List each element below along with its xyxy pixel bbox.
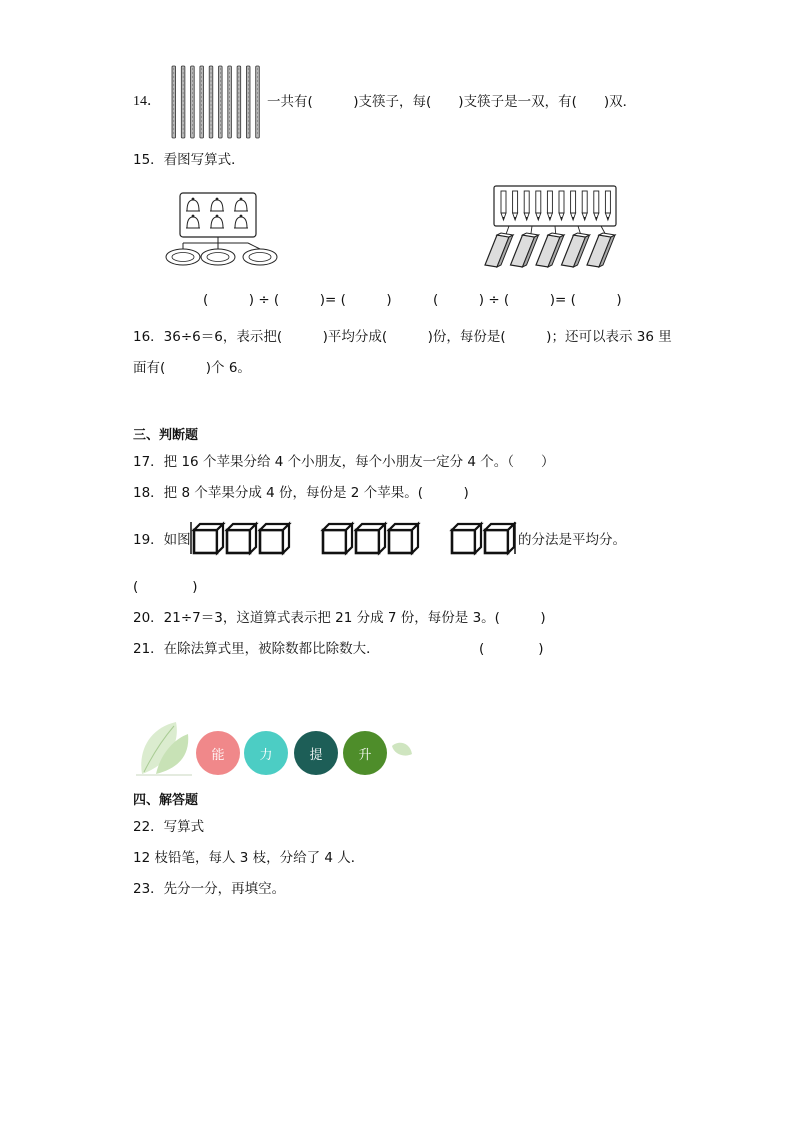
- pencil-icon: [605, 191, 610, 220]
- q19-answer: ( ): [133, 579, 198, 595]
- q15-title: 15．看图写算式．: [133, 152, 245, 168]
- pencil-icon: [524, 191, 529, 220]
- q20-text: 20．21÷7＝3，这道算式表示把 21 分成 7 份，每份是 3。( ): [133, 610, 546, 626]
- cube-icon: [227, 524, 256, 553]
- chopstick: [200, 66, 204, 138]
- plate-icon: [201, 249, 235, 265]
- eraser-icon: [536, 226, 564, 267]
- plate-icon: [166, 249, 200, 265]
- banner-char-1: 能: [196, 731, 240, 775]
- eraser-icon: [511, 226, 539, 267]
- pencil-icon: [571, 191, 576, 220]
- chopstick: [256, 66, 260, 138]
- chopstick: [228, 66, 232, 138]
- pencil-icon: [536, 191, 541, 220]
- q22-title: 22．写算式: [133, 819, 205, 835]
- q15-blank-left: ( ) ÷ ( )= ( ): [203, 292, 392, 308]
- pencils-erasers-image: [479, 185, 619, 271]
- q23-title: 23．先分一分，再填空。: [133, 881, 286, 897]
- small-leaf-icon: [390, 740, 414, 760]
- bell-icon: [210, 215, 224, 228]
- q21-text: 21．在除法算式里，被除数都比除数大．: [133, 641, 380, 657]
- cube-icon: [452, 524, 481, 553]
- bell-icon: [186, 215, 200, 228]
- pencil-icon: [594, 191, 599, 220]
- pencil-icon: [513, 191, 518, 220]
- cubes-image: [190, 518, 516, 558]
- banner-char-4: 升: [343, 731, 387, 775]
- q15-blank-right: ( ) ÷ ( )= ( ): [433, 292, 622, 308]
- cube-icon: [485, 524, 514, 553]
- pencil-icon: [559, 191, 564, 220]
- section4-title: 四、解答题: [133, 793, 199, 808]
- cube-icon: [323, 524, 352, 553]
- cube-icon: [194, 524, 223, 553]
- q18-text: 18．把 8 个苹果分成 4 份，每份是 2 个苹果。( ): [133, 485, 469, 501]
- chopstick: [209, 66, 213, 138]
- q16-line1: 16．36÷6＝6，表示把( )平均分成( )份，每份是( )；还可以表示 36 里: [133, 329, 672, 345]
- q16-line2: 面有( )个 6。: [133, 360, 251, 376]
- cube-icon: [260, 524, 289, 553]
- q21-answer: ( ): [479, 641, 544, 657]
- chopstick: [237, 66, 241, 138]
- cube-icon: [389, 524, 418, 553]
- q14-text: 一共有( )支筷子，每( )支筷子是一双，有( )双．: [267, 94, 637, 110]
- bell-icon: [234, 215, 248, 228]
- chopstick: [219, 66, 223, 138]
- banner-char-3: 提: [294, 731, 338, 775]
- plate-icon: [243, 249, 277, 265]
- pencil-icon: [501, 191, 506, 220]
- q14-number: 14．: [133, 94, 161, 109]
- chopstick: [191, 66, 195, 138]
- cube-icon: [356, 524, 385, 553]
- banner-char-2: 力: [244, 731, 288, 775]
- bell-icon: [234, 198, 248, 211]
- q17-text: 17．把 16 个苹果分给 4 个小朋友，每个小朋友一定分 4 个。（ ）: [133, 454, 555, 470]
- q19-suffix: 的分法是平均分。: [518, 532, 626, 548]
- q22-text: 12 枝铅笔，每人 3 枝，分给了 4 人．: [133, 850, 365, 866]
- bell-icon: [186, 198, 200, 211]
- pencil-icon: [547, 191, 552, 220]
- eraser-icon: [485, 226, 513, 267]
- bells-plates-image: [163, 192, 285, 270]
- chopstick: [172, 66, 176, 138]
- bell-icon: [210, 198, 224, 211]
- leaf-decoration: [136, 720, 192, 776]
- q19-prefix: 19．如图: [133, 532, 191, 548]
- eraser-icon: [587, 226, 615, 267]
- chopsticks-image: [168, 66, 264, 138]
- pencil-icon: [582, 191, 587, 220]
- chopstick: [246, 66, 250, 138]
- chopstick: [181, 66, 185, 138]
- section3-title: 三、判断题: [133, 428, 199, 443]
- eraser-icon: [562, 226, 590, 267]
